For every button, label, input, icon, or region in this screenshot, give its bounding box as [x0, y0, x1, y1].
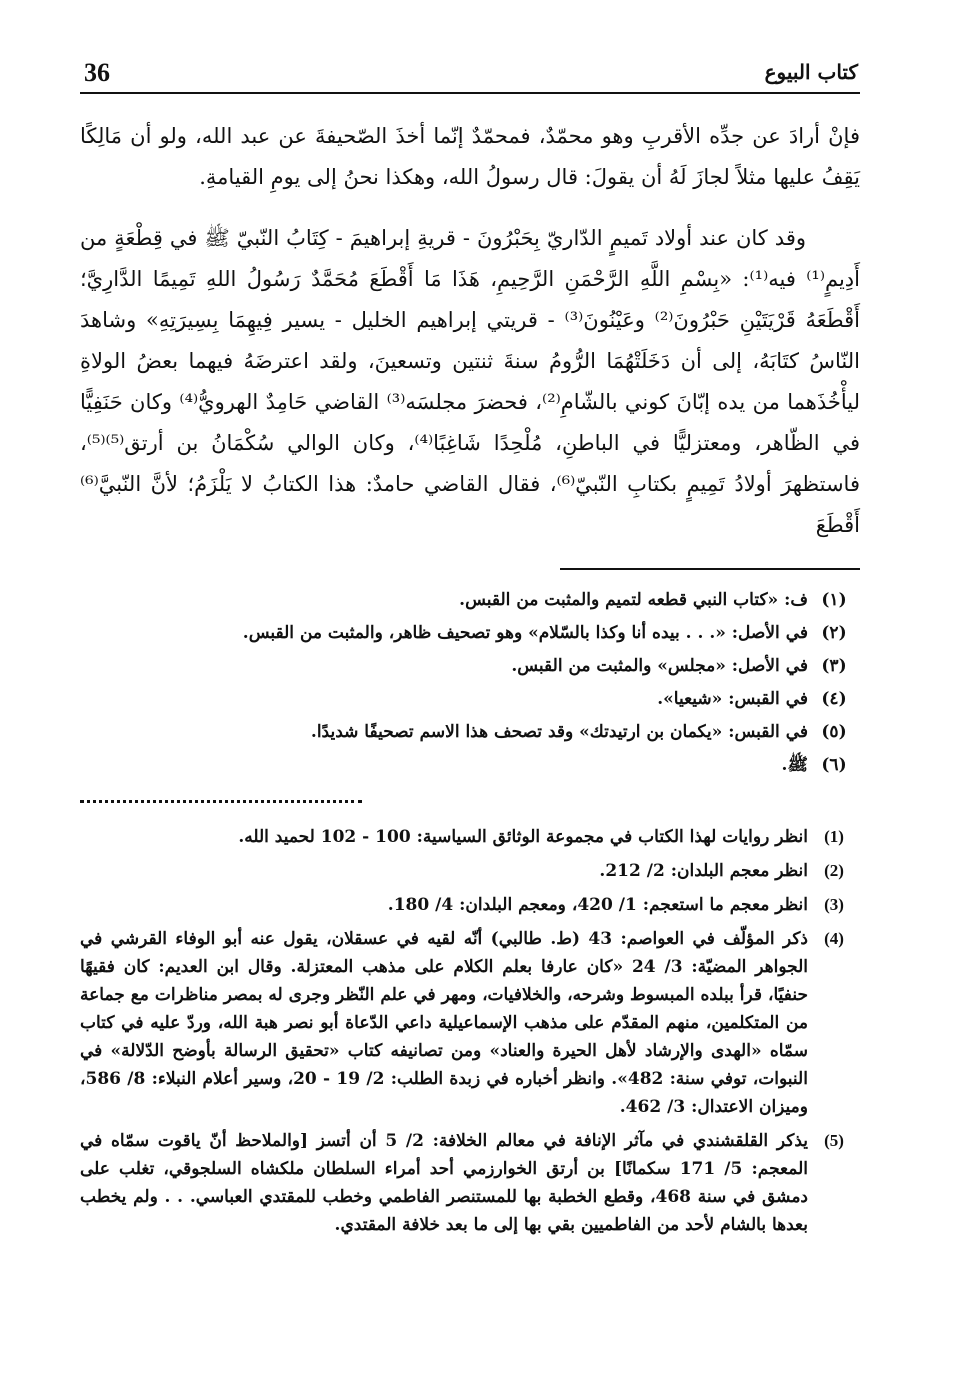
footnote-text: في القبس: «شيعيا». [657, 689, 808, 709]
footnote-number: (١) [821, 590, 847, 610]
footnote-text: يذكر القلقشندي في مآثر الإنافة في معالم الخلافة: 2/ 5 أن أتسز [والملاحظ أنّ ياقوت سمّاه في المعجم: 5/ 171 سكمانًا] بن أرتق الخوارزمي أحد أمراء السلطان ملكشاه السلجوقي، تغلب على دمشق في سنة 468، وقطع الخطبة بها للمستنصر الفاطمي وخطب للمقتدي العباسي. . . ولم يخطب بعدها بالشام لأحد من الفاطميين بقي بها إلى ما بعد خلافة المقتدي. [80, 1131, 809, 1235]
footnote-number: (2) [824, 861, 844, 880]
footnote-item [80, 687, 860, 712]
footnote-item [80, 720, 860, 745]
footnote-number: (٦) [821, 755, 847, 775]
footnote-number: (٣) [821, 656, 847, 676]
footnote-number: (٥) [821, 722, 847, 742]
page-header [80, 56, 860, 94]
footnote-item [80, 621, 860, 646]
footnote-text: ذكر المؤلّف في العواصم: 43 (ط. طالبي) أنّه لقيه في عسقلان، يقول عنه أبو الوفاء القرشي في الجواهر المضيّة: 3/ 24 «كان عارفا بعلم الكلام على مذهب المعتزلة. وقال ابن العديم: كان فقيهًا حنفيًا، قرأ ببلده المبسوط وشرحه، والخلافيات، ومهر في علم النّظر وجرى له بمصر مناظرات مع جماعة من المتكلمين، منهم المقدّم على مذهب الإسماعيلية داعي الدّعاة أبو نصر هبة الله، وردّ عليه في كتاب سمّاه «الهدى والإرشاد لأهل الحيرة والعناد» ومن تصانيفه كتاب «تحقيق الرسالة بأوضح الدّلالة» في النبوات، توفي سنة: 482». وانظر أخباره في زبدة الطلب: 2/ 19 - 20، وسير أعلام النبلاء: 8/ 586، وميزان الاعتدال: 3/ 462. [80, 929, 808, 1117]
editor-footnotes [80, 588, 860, 778]
footnote-item [80, 823, 860, 851]
footnote-number: (5) [824, 1131, 844, 1150]
footnote-text: انظر معجم البلدان: 2/ 212. [599, 861, 808, 881]
research-footnotes [80, 823, 860, 1239]
footnote-item [80, 654, 860, 679]
footnote-text: انظر روايات لهذا الكتاب في مجموعة الوثائق السياسية: 100 - 102 لحميد الله. [238, 827, 808, 847]
footnote-separator [560, 568, 860, 570]
footnote-item [80, 1127, 860, 1239]
footnote-item [80, 753, 860, 778]
page-number: 36 [84, 58, 110, 87]
footnote-text: في الأصل: «مجلس» والمثبت من القبس. [511, 656, 808, 676]
body-paragraph: فإنْ أرادَ عن جدِّه الأقربِ وهو محمّدٌ، فمحمّدٌ إنّما أخذَ الصّحيفةَ عن عبد الله، ولو أن مَالِكًا يَقِفُ عليها مثلاً لجازَ لَهُ أن يقولَ: قال رسولُ الله، وهكذا نحنُ إلى يومِ القيامةِ. [80, 124, 860, 189]
footnote-text: في الأصل: «. . . بيده أنا وكذا بالسّلام» وهو تصحيف ظاهر، والمثبت من القبس. [242, 623, 808, 643]
footnote-number: (٤) [821, 689, 847, 709]
footnote-text: في القبس: «يكمان بن ارتيدتك» وقد تصحف هذا الاسم تصحيفًا شديدًا. [310, 722, 808, 742]
dotted-separator [80, 800, 362, 803]
footnote-number: (3) [824, 895, 844, 914]
footnote-item [80, 857, 860, 885]
footnote-number: (٢) [821, 623, 847, 643]
footnote-text: ف: «كتاب النبي قطعه لتميم والمثبت من القبس. [459, 590, 808, 610]
footnote-number: (1) [824, 827, 844, 846]
footnote-item [80, 891, 860, 919]
page [80, 56, 860, 1245]
footnote-number: (4) [824, 929, 844, 948]
footnote-text: ﷺ. [781, 755, 808, 775]
body-paragraph: وقد كان عند أولاد تَميمٍ الدّاريّ بِحَبْرُونَ - قريةِ إبراهيمَ - كِتَابُ النّبيّ ﷺ في قِطْعَةٍ من أَدِيمٍ⁽¹⁾ فيه⁽¹⁾: «بِسْمِ اللَّهِ الرَّحْمَنِ الرَّحِيمِ، هَذَا مَا أَقْطَعَ مُحَمَّدٌ رَسُولُ اللهِ تَمِيمًا الدَّارِيَّ؛ أَقْطَعَهُ قَرْيَتَيْنِ حَبْرُونَ⁽²⁾ وعَيْنُونَ⁽³⁾ - قريتي إبراهيم الخليل - يسير فِيهِمَا بِسِيرَتِهِ» وشاهدَ النّاسُ كتَابَهُ، إلى أن دَخَلَتْهُمَا الرُّومُ سنةَ ثنتين وتسعينَ، ولقد اعترضَهُ فيهما بعضُ الولاةِ ليأْخُذَهما من يده إبّانَ كوني بالشّامِ⁽²⁾، فحضرَ مجلسَه⁽³⁾ القاضي حَامِدٌ الهرويُّ⁽⁴⁾ وكان حَنَفِيًّا في الظّاهر، ومعتزليًّا في الباطنِ، مُلْحِدًا شَاغِبًا⁽⁴⁾، وكان الوالي سُكْمَانُ بن أرتق⁽⁵⁾⁽⁵⁾، فاستظهرَ أولادُ تَمِيمٍ بكتابِ النّبيّ⁽⁶⁾، فقال القاضي حامدٌ: هذا الكتابُ لا يَلْزَمُ؛ لأنَّ النّبيَّ⁽⁶⁾ أَقْطَعَ [80, 226, 860, 537]
running-title: كتاب البيوع [764, 60, 858, 84]
footnote-item [80, 588, 860, 613]
footnote-item [80, 925, 860, 1121]
footnote-text: انظر معجم ما استعجم: 1/ 420، ومعجم البلدان: 4/ 180. [387, 895, 808, 915]
